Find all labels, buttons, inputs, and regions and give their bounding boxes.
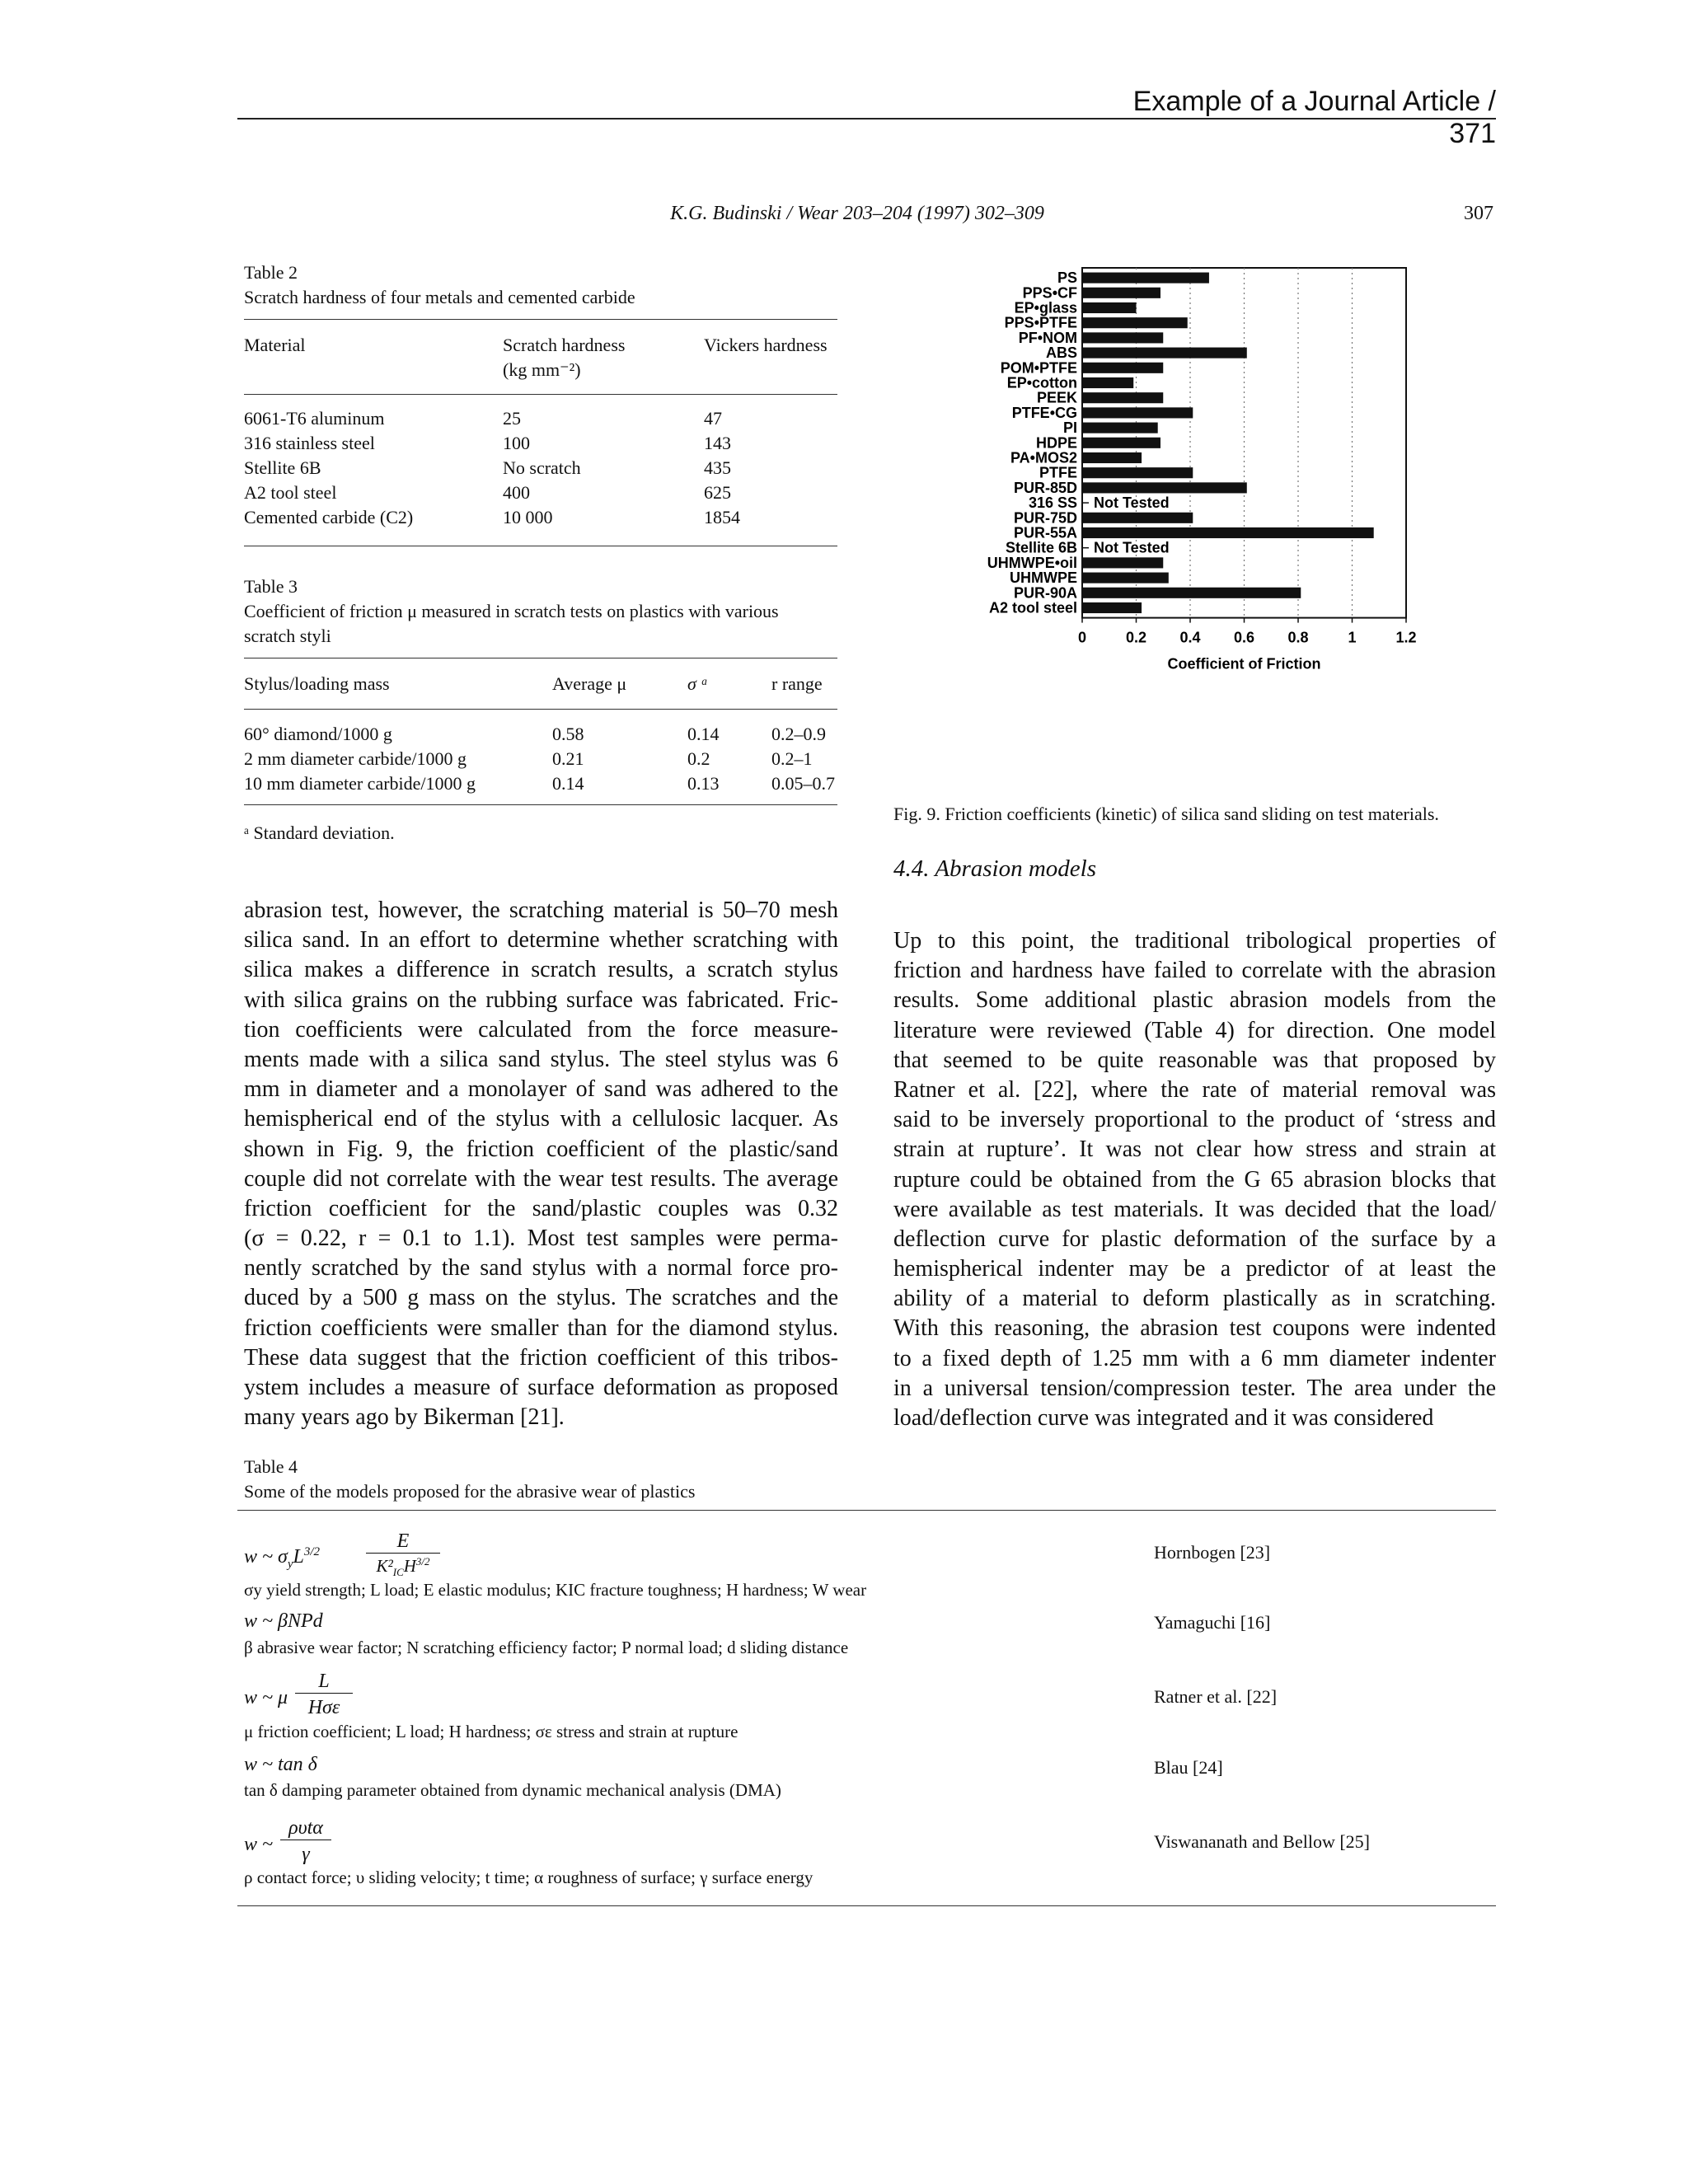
x-axis-label: Coefficient of Friction [1167,655,1321,673]
table-2-cell: 435 [704,457,731,478]
bar [1082,332,1163,343]
text-line: ments made with a silica sand stylus. The steel stylus was 6 [244,1046,838,1072]
table-2-cell: 1854 [704,507,740,527]
table-3-label: Table 3 [244,576,298,597]
text-line: friction coefficients were smaller than for the diamond stylus. [244,1315,838,1341]
text-line: in a universal tension/compression tester. The area under the [893,1375,1496,1401]
bar [1082,407,1193,418]
table-2-cell: 316 stainless steel [244,433,375,453]
table-3-caption-2: scratch styli [244,626,331,646]
category-label: PUR-75D [1013,509,1077,527]
text-line: hemispherical indenter may be a predictor of at least the [893,1256,1496,1282]
desc-blau: tan δ damping parameter obtained from dynamic mechanical analysis (DMA) [244,1780,781,1800]
x-tick-label: 1.2 [1395,629,1417,646]
table-2-cell: 25 [503,408,521,429]
text-line: said to be inversely proportional to the product of ‘stress and [893,1107,1496,1133]
bar [1082,557,1163,568]
bar [1082,348,1247,359]
x-tick-label: 0 [1077,629,1087,646]
bar [1082,482,1247,493]
category-label: UHMWPE [1010,569,1077,587]
right-column-text [893,926,1496,1433]
text-line: With this reasoning, the abrasion test coupons were indented [893,1315,1496,1342]
text-line: tion coefficients were calculated from the force measure- [244,1016,838,1043]
table-3-cell: 10 mm diameter carbide/1000 g [244,773,476,794]
category-label: PTFE•CG [1011,404,1077,421]
table-3-header-range: r range [771,673,823,694]
text-line: deflection curve for plastic deformation of the surface by a [893,1226,1496,1252]
category-label: PA•MOS2 [1010,449,1077,466]
table-2-cell: 47 [704,408,722,429]
table-2-header-scratch: Scratch hardness [503,335,626,355]
text-line: results. Some additional plastic abrasion models from the [893,987,1496,1014]
bar [1082,573,1169,583]
category-label: UHMWPE•oil [987,554,1077,571]
bar [1082,317,1188,328]
bar [1082,588,1301,598]
figure-9-caption: Fig. 9. Friction coefficients (kinetic) of silica sand sliding on test materials. [893,804,1439,824]
text-line: with silica grains on the rubbing surface was fabricated. Fric- [244,987,838,1013]
table-2-cell: Stellite 6B [244,457,321,478]
table-3-cell: 0.21 [552,748,584,769]
category-label: PI [1062,419,1077,437]
text-line: strain at rupture’. It was not clear how stress and strain at [893,1137,1496,1163]
x-tick-label: 0.4 [1179,629,1201,646]
category-label: PUR-85D [1013,479,1077,496]
table-3-bottom-rule [244,804,837,805]
category-label: PPS•CF [1022,284,1077,302]
text-line: friction coefficient for the sand/plastic couples was 0.32 [244,1195,838,1221]
table-3-cell: 0.14 [687,724,720,744]
table-2-caption: Scratch hardness of four metals and cemented carbide [244,287,635,307]
category-label: EP•cotton [1006,374,1077,391]
bar [1082,438,1160,448]
table-2-header-scratch-unit: (kg mm⁻²) [503,359,581,380]
category-label: PUR-90A [1013,584,1077,602]
equation-yamaguchi: w ~ βNPd [244,1610,323,1632]
equation-ratner: w ~ μ L Hσε [244,1671,491,1720]
bar [1082,452,1142,463]
table-4-label: Table 4 [244,1456,298,1477]
text-line: hemispherical end of the stylus with a cellulosic lacquer. As [244,1106,838,1132]
table-4-caption: Some of the models proposed for the abrasive wear of plastics [244,1481,696,1502]
table-2-cell: A2 tool steel [244,482,337,503]
x-tick-label: 0.6 [1233,629,1255,646]
table-2-header-rule [244,394,837,395]
table-2-cell: 6061-T6 aluminum [244,408,385,429]
table-3-cell: 0.58 [552,724,584,744]
journal-citation: K.G. Budinski / Wear 203–204 (1997) 302–309 [670,203,1044,224]
category-label: PUR-55A [1013,524,1077,541]
table-3-footnote: ᵃ Standard deviation. [244,823,395,843]
category-label: PEEK [1036,389,1077,406]
text-line: abrasion test, however, the scratching material is 50–70 mesh [244,898,838,923]
bar [1082,302,1137,313]
friction-bar-chart [948,255,1442,816]
table-2-header-material: Material [244,335,306,355]
text-line: were available as test materials. It was decided that the load/ [893,1196,1496,1222]
category-label: EP•glass [1014,299,1077,316]
ref-viswananath: Viswananath and Bellow [25] [1154,1831,1371,1852]
x-tick-label: 0.2 [1125,629,1147,646]
bar [1082,392,1163,403]
text-line: ability of a material to deform plastically as in scratching. [893,1286,1496,1312]
bar [1082,527,1374,538]
ref-ratner: Ratner et al. [22] [1154,1686,1278,1707]
text-line: Ratner et al. [22], where the rate of material removal was [893,1076,1496,1103]
not-tested-label: Not Tested [1094,494,1170,512]
category-label: POM•PTFE [1000,359,1077,377]
ref-yamaguchi: Yamaguchi [16] [1154,1612,1271,1633]
bar [1082,377,1133,388]
category-label: 316 SS [1028,494,1077,512]
section-heading: 4.4. Abrasion models [893,855,1096,882]
ref-blau: Blau [24] [1154,1757,1223,1778]
text-line: load/deflection curve was integrated and it was considered [893,1405,1434,1431]
table-4 [244,1455,986,1504]
text-line: nently scratched by the sand stylus with a normal force pro- [244,1255,838,1282]
category-label: PF•NOM [1018,329,1077,346]
text-line: that seemed to be quite reasonable was that proposed by [893,1047,1496,1073]
equation-viswananath: w ~ ρυtα γ [244,1817,491,1867]
text-line: ystem includes a measure of surface deformation as proposed [244,1375,838,1400]
table-3-header-sigma: σ ᵃ [687,673,709,694]
table-3-cell: 0.13 [687,773,720,794]
ref-hornbogen: Hornbogen [23] [1154,1542,1271,1563]
text-line: friction and hardness have failed to correlate with the abrasion [893,958,1496,984]
table-2 [244,260,837,310]
text-line: to a fixed depth of 1.25 mm with a 6 mm diameter indenter [893,1345,1496,1371]
category-label: ABS [1045,344,1077,362]
table-3-cell: 0.2–0.9 [771,724,826,744]
desc-viswananath: ρ contact force; υ sliding velocity; t time; α roughness of surface; γ surface energy [244,1868,814,1887]
category-label: Stellite 6B [1005,539,1077,556]
text-line: rupture could be obtained from the G 65 abrasion blocks that [893,1166,1496,1193]
running-head-rule [237,118,1496,120]
text-line: many years ago by Bikerman [21]. [244,1404,565,1431]
table-3-header-avg: Average μ [552,673,627,694]
desc-hornbogen: σy yield strength; L load; E elastic modulus; KIC fracture toughness; H hardness; W wear [244,1580,867,1600]
table-3 [244,574,837,649]
category-label: A2 tool steel [988,599,1077,616]
table-2-label: Table 2 [244,262,298,283]
text-line: mm in diameter and a monolayer of sand was adhered to the [244,1076,838,1103]
x-tick-label: 0.8 [1287,629,1309,646]
table-2-cell: 625 [704,482,731,503]
table-4-top-rule [237,1510,1496,1511]
text-line: couple did not correlate with the wear test results. The average [244,1165,838,1192]
table-2-cell: 143 [704,433,731,453]
category-label: PS [1057,269,1077,287]
x-tick-label: 1 [1348,629,1357,646]
text-line: silica sand. In an effort to determine whether scratching with [244,927,838,954]
table-3-cell: 0.14 [552,773,584,794]
bar [1082,467,1193,478]
desc-yamaguchi: β abrasive wear factor; N scratching efficiency factor; P normal load; d sliding distance [244,1638,849,1657]
table-3-caption-1: Coefficient of friction μ measured in scratch tests on plastics with various [244,601,779,621]
table-2-cell: 100 [503,433,530,453]
text-line: shown in Fig. 9, the friction coefficient of the plastic/sand [244,1136,838,1162]
not-tested-label: Not Tested [1094,539,1170,556]
table-3-header-rule [244,709,837,710]
text-line: literature were reviewed (Table 4) for direction. One model [893,1017,1496,1043]
bar [1082,513,1193,523]
text-line: Up to this point, the traditional tribological properties of [893,928,1496,954]
table-3-cell: 0.05–0.7 [771,773,835,794]
text-line: silica makes a difference in scratch results, a scratch stylus [244,957,838,983]
category-label: HDPE [1035,434,1077,452]
table-2-cell: Cemented carbide (C2) [244,507,414,527]
table-4-bottom-rule [237,1905,1496,1906]
page-number: 307 [1464,203,1493,224]
bar [1082,273,1209,284]
table-2-header-vickers: Vickers hardness [704,335,828,355]
bar [1082,602,1142,613]
table-3-cell: 2 mm diameter carbide/1000 g [244,748,467,769]
bar [1082,288,1160,298]
category-label: PTFE [1039,464,1077,481]
running-head: Example of a Journal Article / 371 [1132,86,1496,149]
equation-blau: w ~ tan δ [244,1754,317,1775]
table-3-header-stylus: Stylus/loading mass [244,673,390,694]
table-2-cell: 10 000 [503,507,553,527]
table-2-cell: No scratch [503,457,581,478]
table-2-top-rule [244,319,837,320]
text-line: (σ = 0.22, r = 0.1 to 1.1). Most test samples were perma- [244,1226,838,1252]
left-column-text [244,896,838,1432]
text-line: These data suggest that the friction coefficient of this tribos- [244,1344,838,1371]
bar [1082,423,1158,434]
table-2-cell: 400 [503,482,530,503]
desc-ratner: μ friction coefficient; L load; H hardness; σε stress and strain at rupture [244,1722,738,1741]
category-label: PPS•PTFE [1004,314,1077,331]
equation-hornbogen: w ~ $\sigma_yL^{3/2}$ E $K^2_{IC}H^{3/2}$ [244,1530,574,1577]
bar [1082,363,1163,373]
table-3-cell: 60° diamond/1000 g [244,724,392,744]
text-line: duced by a 500 g mass on the stylus. The scratches and the [244,1285,838,1311]
table-3-cell: 0.2–1 [771,748,813,769]
table-3-cell: 0.2 [687,748,710,769]
